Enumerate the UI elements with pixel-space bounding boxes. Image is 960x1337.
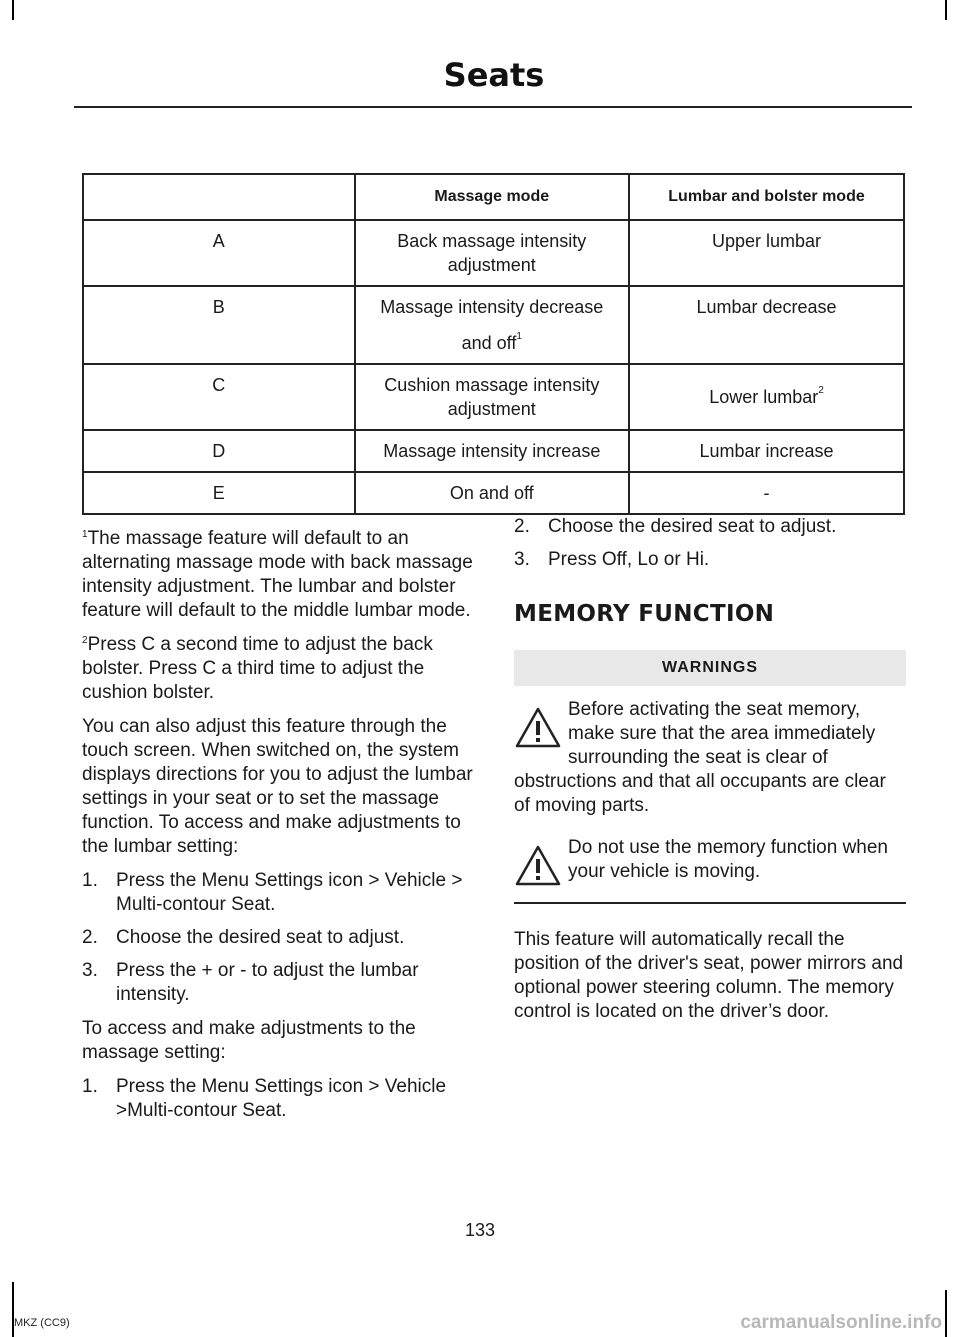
step-text: Choose the desired seat to adjust. [116,927,405,948]
table-cell-key: C [83,364,355,430]
lumbar-steps-list [82,869,477,1007]
list-item [514,548,906,572]
table-cell-lumbar: - [629,472,904,514]
footnote-2 [82,633,477,705]
massage-lumbar-table [82,173,905,515]
warning-text-1: Before activating the seat memory, make sure that the area immediately surrounding the seat is clear of obstructions and that all occupants are clear of moving parts. [514,699,886,816]
step-text: Press the Menu Settings icon > Vehicle > Multi-contour Seat. [116,870,463,915]
footnote-2-text: Press C a second time to adjust the back bolster. Press C a third time to adjust the cushion bolster. [82,634,433,703]
table-cell-massage: Back massage intensity adjustment [355,220,630,286]
step-number: 2. [82,927,98,948]
table-cell-key: A [83,220,355,286]
massage-steps-list [82,1075,477,1123]
right-column [514,515,906,1034]
step-number: 3. [82,960,98,981]
crop-mark-top-left-v [12,0,14,20]
massage-line-1: Massage intensity decrease [380,297,604,317]
warning-triangle-icon [514,844,562,888]
step-number: 3. [514,549,530,570]
table-cell-massage [355,286,630,364]
list-item [82,926,477,950]
watermark: carmanualsonline.info [740,1312,942,1333]
list-item [82,959,477,1007]
table-row [83,472,904,514]
step-number: 2. [514,516,530,537]
left-column [82,527,477,1133]
warnings-label: WARNINGS [514,650,906,686]
table-cell-key: D [83,430,355,472]
touch-screen-paragraph: You can also adjust this feature through the touch screen. When switched on, the system displays directions for you to adjust the lumbar settings in your seat or to set the massage function. To access and make adjustments to the lumbar setting: [82,716,473,857]
list-item [82,869,477,917]
table-row [83,286,904,364]
step-number: 1. [82,1076,98,1097]
table-cell-key: B [83,286,355,364]
step-text: Press the Menu Settings icon > Vehicle >Multi-contour Seat. [116,1076,447,1121]
massage-line-2-text: and off [461,333,517,353]
footnote-ref-2: 2 [818,385,824,396]
page-number: 133 [464,1220,496,1240]
warning-block-2 [514,836,906,884]
footnote-ref-1: 1 [516,331,522,342]
table-cell-lumbar [629,364,904,430]
table-cell-massage: On and off [355,472,630,514]
step-text: Choose the desired seat to adjust. [548,516,837,537]
massage-steps-continued [514,515,906,572]
massage-line-2 [360,331,625,355]
table-cell-lumbar: Lumbar decrease [629,286,904,364]
table-cell-lumbar: Lumbar increase [629,430,904,472]
footnote-1-text: The massage feature will default to an alternating massage mode with back massage intensity adjustment. The lumbar and bolster feature will default to the middle lumbar mode. [82,528,473,621]
table-cell-massage: Massage intensity increase [355,430,630,472]
step-text: Press the + or - to adjust the lumbar intensity. [116,960,419,1005]
table-header-key [83,174,355,220]
step-text: Press Off, Lo or Hi. [548,549,710,570]
crop-mark-top-right-v [945,0,947,20]
lumbar-text: Lower lumbar [709,387,819,407]
table-row [83,220,904,286]
warning-triangle-icon [514,706,562,750]
memory-description: This feature will automatically recall the position of the driver's seat, power mirrors and optional power steering column. The memory control is located on the driver’s door. [514,929,904,1022]
warning-block-1 [514,698,906,818]
table-cell-key: E [83,472,355,514]
warnings-divider [514,902,906,904]
table-row [83,430,904,472]
table-row [83,364,904,430]
step-number: 1. [82,870,98,891]
table-header-lumbar: Lumbar and bolster mode [629,174,904,220]
crop-mark-bottom-right-v [945,1290,947,1337]
footnote-1-mark: 1 [82,529,88,540]
list-item [82,1075,477,1123]
header-divider [74,106,912,108]
footnote-1 [82,527,477,623]
table-cell-lumbar: Upper lumbar [629,220,904,286]
warning-text-2: Do not use the memory function when your vehicle is moving. [568,837,889,882]
table-cell-massage: Cushion massage intensity adjustment [355,364,630,430]
list-item [514,515,906,539]
page-title: Seats [443,56,545,94]
table-header-row [83,174,904,220]
massage-access-paragraph: To access and make adjustments to the massage setting: [82,1018,416,1063]
table-header-massage: Massage mode [355,174,630,220]
model-code: MKZ (CC9) [14,1317,70,1329]
section-heading: MEMORY FUNCTION [514,601,775,627]
footnote-2-mark: 2 [82,635,88,646]
